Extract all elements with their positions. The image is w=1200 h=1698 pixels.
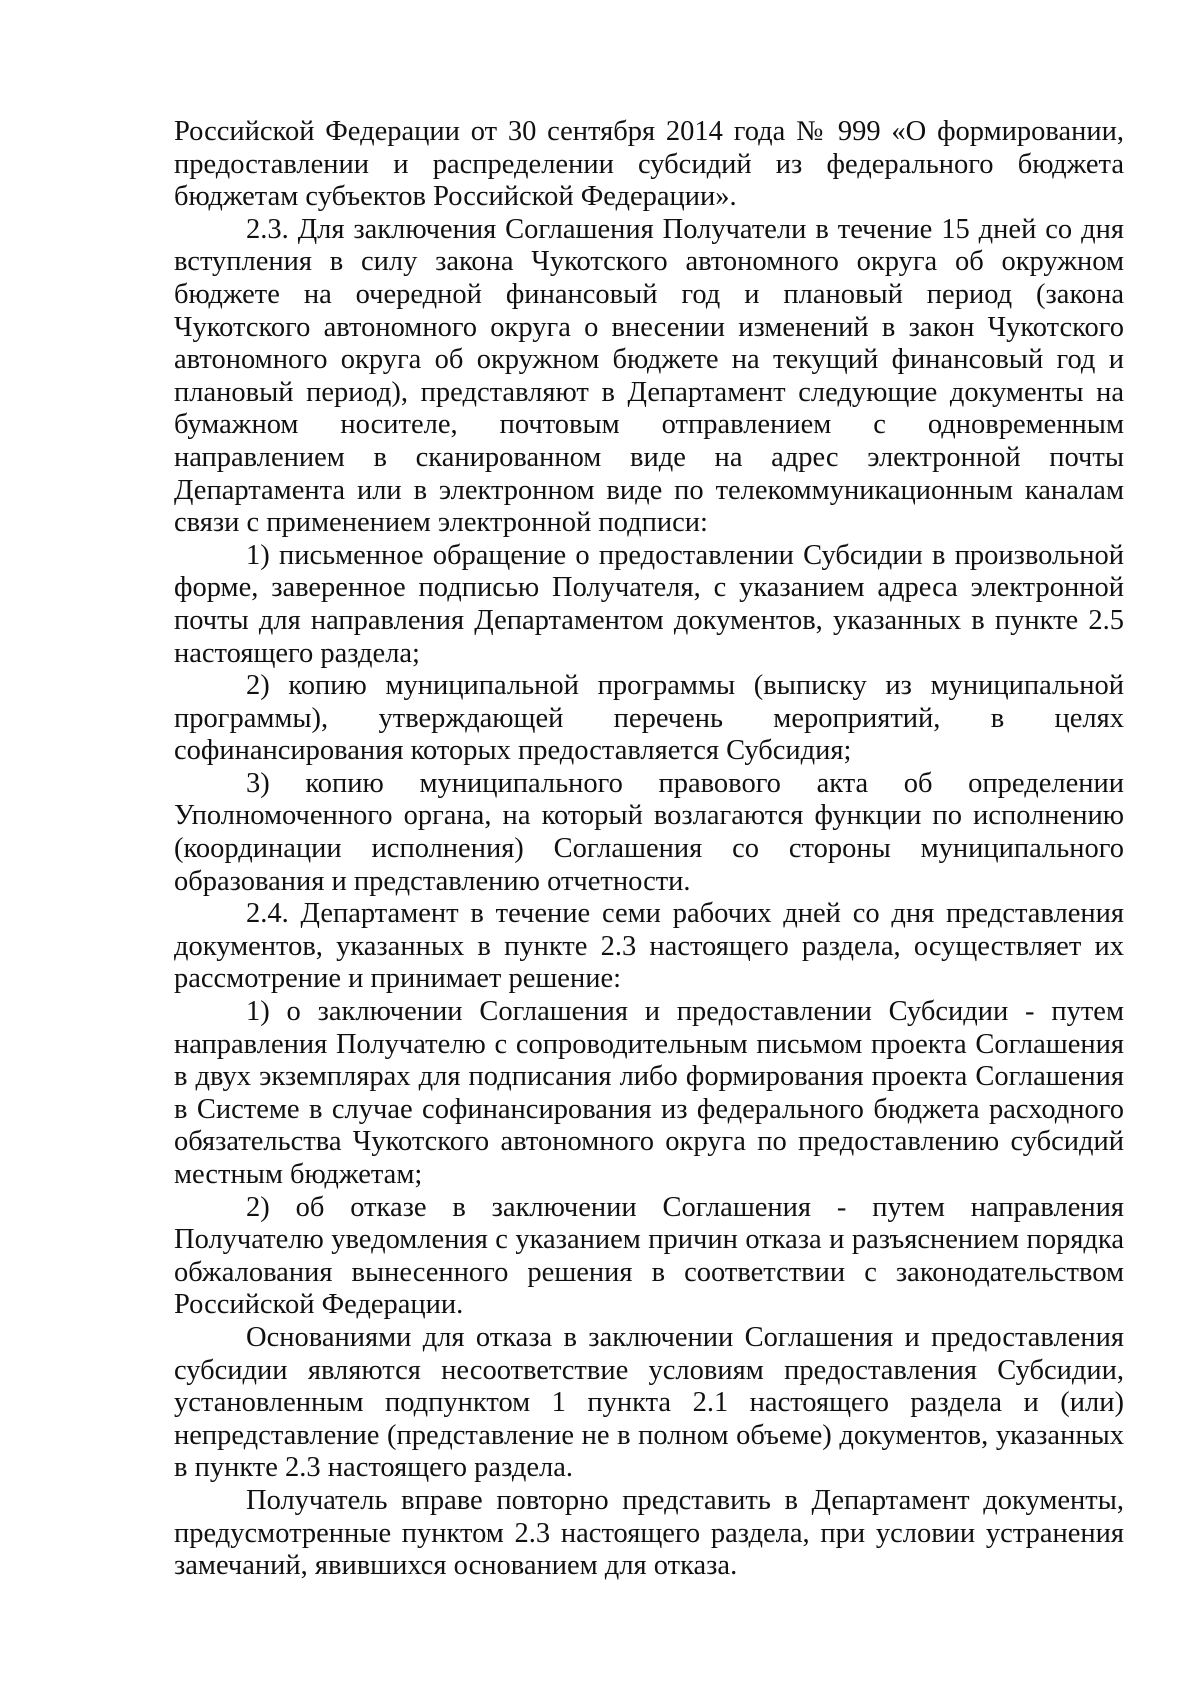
paragraph-2-3: 2.3. Для заключения Соглашения Получатели в течение 15 дней со дня вступления в силу закона Чукотского автономного округа об окружном бюджете на очередной финансовый год и плановый период (закона Чукотского автономного округа о внесении изменений в закон Чукотского автономного округа об окружном бюджете на текущий финансовый год и плановый период), представляют в Департамент следующие документы на бумажном носителе, почтовым отправлением с одновременным направлением в сканированном виде на адрес электронной почты Департамента или в электронном виде по телекоммуникационным каналам связи с применением электронной подписи: xyxy=(174,213,1124,539)
paragraph-continuation: Российской Федерации от 30 сентября 2014 года № 999 «О формировании, предоставлении и распределении субсидий из федерального бюджета бюджетам субъектов Российской Федерации». xyxy=(174,116,1124,213)
paragraph-2-4: 2.4. Департамент в течение семи рабочих дней со дня представления документов, указанных в пункте 2.3 настоящего раздела, осуществляет их рассмотрение и принимает решение: xyxy=(174,898,1124,995)
list-item-2: 2) копию муниципальной программы (выписку из муниципальной программы), утверждающей перечень мероприятий, в целях софинансирования которых предоставляется Субсидия; xyxy=(174,670,1124,767)
list-item-1: 1) письменное обращение о предоставлении Субсидии в произвольной форме, заверенное подписью Получателя, с указанием адреса электронной почты для направления Департаментом документов, указанных в пункте 2.5 настоящего раздела; xyxy=(174,539,1124,669)
paragraph-refusal-grounds: Основаниями для отказа в заключении Соглашения и предоставления субсидии являются несоответствие условиям предоставления Субсидии, установленным подпунктом 1 пункта 2.1 настоящего раздела и (или) непредставление (представление не в полном объеме) документов, указанных в пункте 2.3 настоящего раздела. xyxy=(174,1321,1124,1484)
document-page xyxy=(174,116,1124,1583)
decision-item-1: 1) о заключении Соглашения и предоставлении Субсидии - путем направления Получателю с сопроводительным письмом проекта Соглашения в двух экземплярах для подписания либо формирования проекта Соглашения в Системе в случае софинансирования из федерального бюджета расходного обязательства Чукотского автономного округа по предоставлению субсидий местным бюджетам; xyxy=(174,996,1124,1190)
list-item-3: 3) копию муниципального правового акта об определении Уполномоченного органа, на который возлагаются функции по исполнению (координации исполнения) Соглашения со стороны муниципального образования и представлению отчетности. xyxy=(174,767,1124,897)
decision-item-2: 2) об отказе в заключении Соглашения - путем направления Получателю уведомления с указанием причин отказа и разъяснением порядка обжалования вынесенного решения в соответствии с законодательством Российской Федерации. xyxy=(174,1191,1124,1321)
paragraph-resubmission: Получатель вправе повторно представить в Департамент документы, предусмотренные пунктом 2.3 настоящего раздела, при условии устранения замечаний, явившихся основанием для отказа. xyxy=(174,1484,1124,1582)
